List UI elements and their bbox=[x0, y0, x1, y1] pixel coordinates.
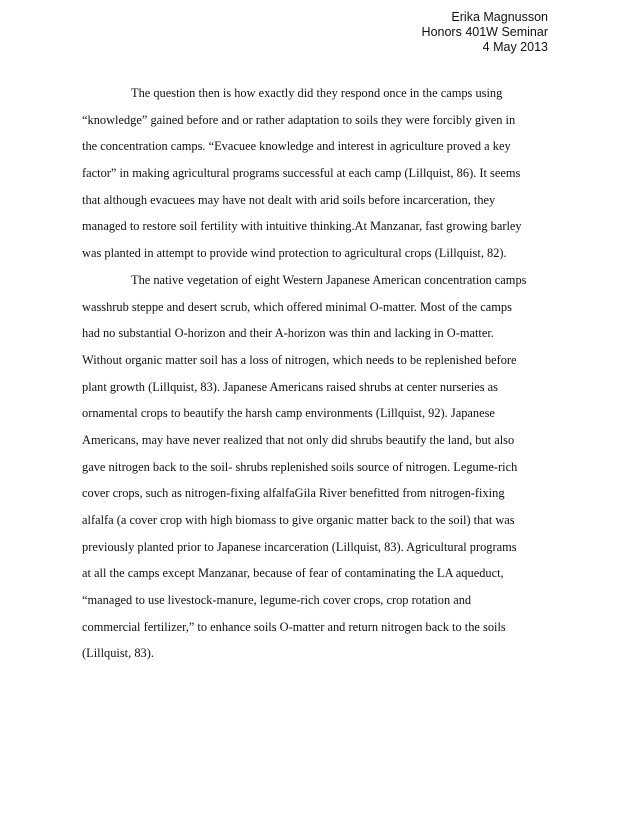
text-line: that although evacuees may have not dealt with arid soils before incarceration, they bbox=[82, 192, 496, 207]
text-line: commercial fertilizer,” to enhance soils O-matter and return nitrogen back to the soils bbox=[82, 619, 506, 634]
page-header bbox=[422, 10, 548, 55]
text-line: gave nitrogen back to the soil- shrubs replenished soils source of nitrogen. Legume-rich bbox=[82, 459, 518, 474]
author-name: Erika Magnusson bbox=[451, 10, 548, 24]
text-line: “managed to use livestock-manure, legume-rich cover crops, crop rotation and bbox=[82, 593, 472, 608]
text-line: factor” in making agricultural programs successful at each camp (Lillquist, 86). It seems bbox=[82, 166, 521, 181]
text-line: (Lillquist, 83). bbox=[82, 646, 154, 661]
text-line: plant growth (Lillquist, 83). Japanese Americans raised shrubs at center nurseries as bbox=[82, 379, 498, 394]
text-line: ornamental crops to beautify the harsh camp environments (Lillquist, 92). Japanese bbox=[82, 406, 495, 421]
text-line: Without organic matter soil has a loss of nitrogen, which needs to be replenished before bbox=[82, 352, 517, 367]
paragraph-2 bbox=[82, 267, 548, 667]
text-line: wasshrub steppe and desert scrub, which offered minimal O-matter. Most of the camps bbox=[82, 299, 512, 314]
text-line: Americans, may have never realized that not only did shrubs beautify the land, but also bbox=[82, 432, 515, 447]
text-line: had no substantial O-horizon and their A-horizon was thin and lacking in O-matter. bbox=[82, 326, 494, 341]
text-line: the concentration camps. “Evacuee knowledge and interest in agriculture proved a key bbox=[82, 139, 511, 154]
text-line: cover crops, such as nitrogen-fixing alfalfaGila River benefitted from nitrogen-fixing bbox=[82, 486, 505, 501]
text-line: managed to restore soil fertility with intuitive thinking.At Manzanar, fast growing barley bbox=[82, 219, 522, 234]
text-line: The question then is how exactly did they respond once in the camps using bbox=[131, 86, 503, 100]
text-line: previously planted prior to Japanese incarceration (Lillquist, 83). Agricultural programs bbox=[82, 539, 517, 554]
text-line: at all the camps except Manzanar, because of fear of contaminating the LA aqueduct, bbox=[82, 566, 504, 581]
course-name: Honors 401W Seminar bbox=[421, 25, 548, 39]
paragraph-1 bbox=[82, 80, 548, 267]
text-line: The native vegetation of eight Western Japanese American concentration camps bbox=[131, 272, 527, 287]
text-line: alfalfa (a cover crop with high biomass to give organic matter back to the soil) that was bbox=[82, 513, 515, 527]
document-date: 4 May 2013 bbox=[482, 40, 548, 54]
document-body bbox=[82, 80, 548, 667]
text-line: was planted in attempt to provide wind protection to agricultural crops (Lillquist, 82). bbox=[82, 246, 507, 261]
text-line: “knowledge” gained before and or rather adaptation to soils they were forcibly given in bbox=[82, 112, 516, 127]
